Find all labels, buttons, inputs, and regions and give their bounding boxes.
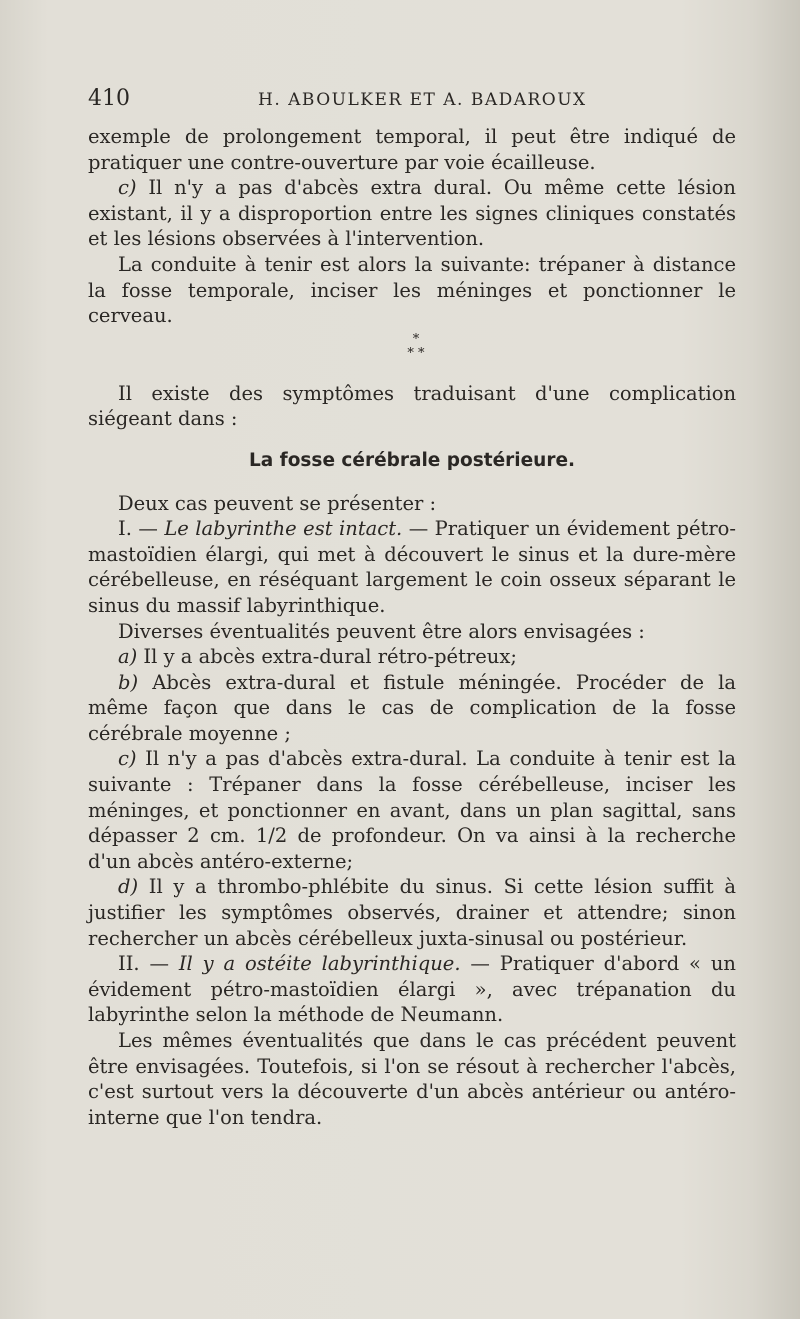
paragraph-3: La conduite à tenir est alors la suivante: trépaner à distance la fosse temporale, inciser les méninges et ponctionner le cerveau.	[88, 252, 736, 328]
item-label: a)	[118, 645, 138, 669]
item-label: b)	[118, 670, 139, 694]
paragraph-4: Il existe des symptômes traduisant d'une complication siégeant dans :	[88, 381, 736, 431]
paragraph-12	[88, 951, 736, 1028]
page-header	[0, 86, 800, 116]
paragraph-text: Il y a abcès extra-dural rétro-pétreux;	[137, 645, 517, 669]
paragraph-9	[88, 670, 736, 747]
paragraph-italic: Il y a ostéite labyrinthique.	[178, 952, 461, 976]
paragraph-text: Il n'y a pas d'abcès extra-dural. La conduite à tenir est la suivante : Trépaner dans la fosse cérébelleuse, inciser les méninges, et ponctionner en avant, dans un plan sagittal, sans dépasser 2 cm. 1/2 de profondeur. On va ainsi à la recherche d'un abcès antéro-externe;	[88, 747, 736, 873]
paragraph-6	[88, 516, 736, 618]
page-number: 410	[88, 86, 130, 111]
paragraph-13: Les mêmes éventualités que dans le cas précédent peuvent être envisagées. Toutefois, si l'on se résout à rechercher l'abcès, c'est surtout vers la découverte d'un abcès antérieur ou antéro-interne que l'on tendra.	[88, 1029, 736, 1129]
section-break-asterism	[88, 333, 736, 361]
paragraph-text: — Pratiquer un évidement pétro-mastoïdien élargi, qui met à découvert le sinus et la dure-mère cérébelleuse, en réséquant largement le coin osseux séparant le sinus du massif labyrinthique.	[88, 517, 736, 617]
asterism-top: *	[412, 331, 420, 347]
paragraph-text: Il y a thrombo-phlébite du sinus. Si cette lésion suffit à justifier les symptômes observés, drainer et attendre; sinon rechercher un abcès cérébelleux juxta-sinusal ou postérieur.	[88, 875, 736, 950]
page-body	[88, 124, 736, 1130]
running-head: H. ABOULKER ET A. BADAROUX	[258, 90, 587, 110]
paragraph-text: — Pratiquer d'abord « un évidement pétro-mastoïdien élargi », avec trépanation du labyrinthe selon la méthode de Neumann.	[88, 952, 736, 1027]
paragraph-7: Diverses éventualités peuvent être alors envisagées :	[118, 619, 645, 643]
section-heading: La fosse cérébrale postérieure.	[248, 449, 576, 471]
paragraph-text: Il n'y a pas d'abcès extra dural. Ou même cette lésion existant, il y a disproportion entre les signes cliniques constatés et les lésions observées à l'intervention.	[88, 176, 736, 251]
paragraph-11	[88, 874, 736, 951]
paragraph-5: Deux cas peuvent se présenter :	[118, 491, 437, 515]
paragraph-1: exemple de prolongement temporal, il peut être indiqué de pratiquer une contre-ouverture par voie écailleuse.	[88, 125, 736, 174]
paragraph-2	[88, 175, 736, 252]
paragraph-italic: Le labyrinthe est intact.	[164, 517, 403, 541]
item-label: c)	[118, 747, 137, 771]
item-label: c)	[118, 176, 137, 200]
paragraph-10	[88, 746, 736, 874]
asterism-bottom: * *	[407, 345, 425, 361]
item-label: d)	[118, 875, 139, 899]
paragraph-lead: I. —	[118, 517, 165, 541]
paragraph-text: Abcès extra-dural et fistule méningée. Procéder de la même façon que dans le cas de complication de la fosse cérébrale moyenne ;	[88, 670, 736, 745]
paragraph-8	[88, 644, 736, 670]
paragraph-lead: II. —	[118, 952, 179, 976]
